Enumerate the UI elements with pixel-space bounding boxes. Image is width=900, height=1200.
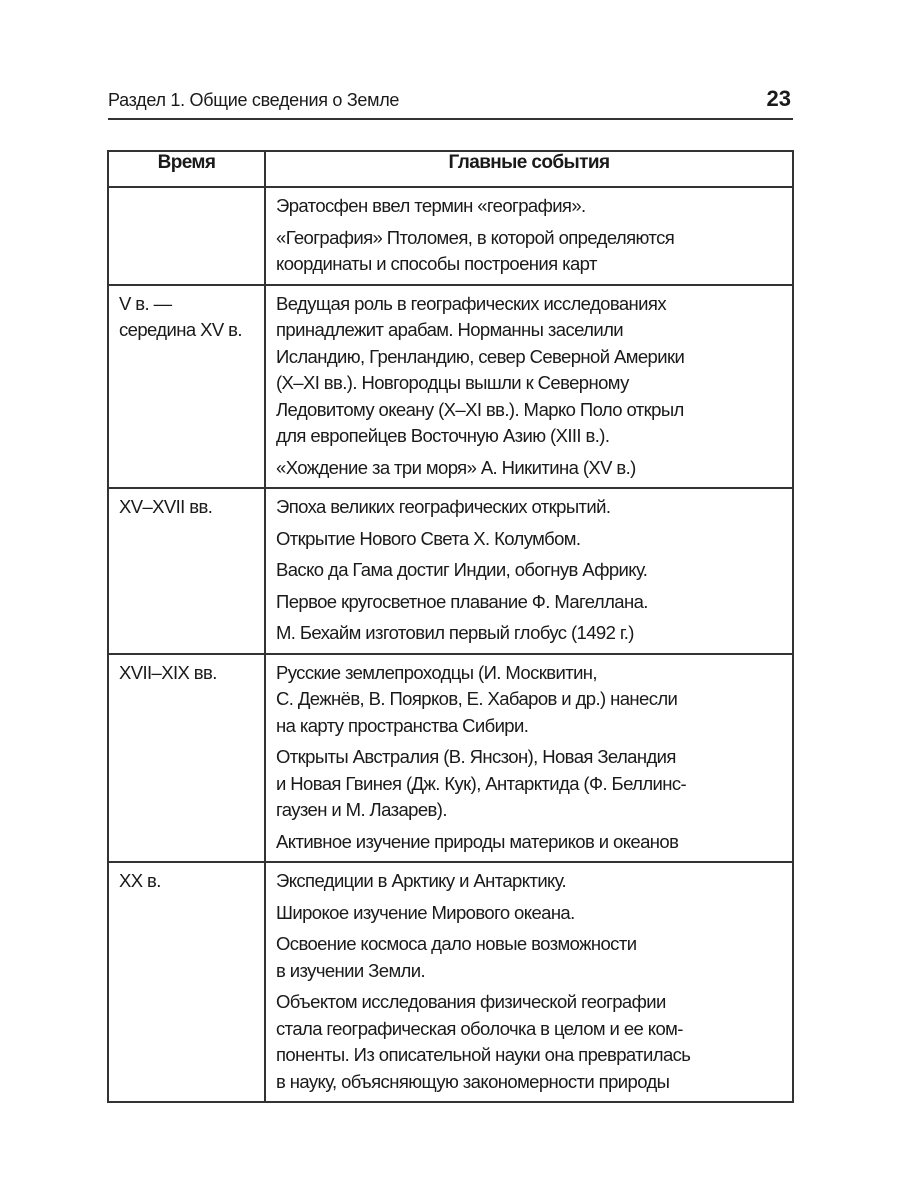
- event-line: (X–XI вв.). Новгородцы вышли к Северному: [276, 372, 629, 393]
- event-line: гаузен и М. Лазарев).: [276, 799, 447, 820]
- event-line: Освоение космоса дало новые возможности: [276, 933, 637, 954]
- event-paragraph: [276, 526, 784, 553]
- event-line: в изучении Земли.: [276, 959, 426, 981]
- event-line: Ледовитому океану (X–XI вв.). Марко Поло открыл: [276, 398, 684, 420]
- events-cell: [265, 488, 793, 654]
- event-paragraph: [276, 193, 784, 220]
- column-header-events: Главные события: [265, 151, 793, 187]
- events-cell: [265, 285, 793, 489]
- table-row: [108, 488, 793, 654]
- running-header: [108, 86, 793, 120]
- event-line: Русские землепроходцы (И. Москвитин,: [276, 661, 597, 683]
- event-paragraph: [276, 931, 784, 984]
- time-cell: [108, 488, 265, 654]
- time-line: XX в.: [119, 870, 161, 891]
- event-paragraph: [276, 225, 784, 278]
- event-paragraph: [276, 620, 784, 647]
- event-paragraph: [276, 455, 784, 482]
- events-cell: [265, 187, 793, 285]
- table-row: [108, 285, 793, 489]
- column-header-time: Время: [108, 151, 265, 187]
- event-line: на карту пространства Сибири.: [276, 714, 529, 736]
- table-row: [108, 187, 793, 285]
- table-header-row: [108, 151, 793, 187]
- event-paragraph: [276, 589, 784, 616]
- event-line: С. Дежнёв, В. Поярков, Е. Хабаров и др.) нанесли: [276, 688, 678, 709]
- event-line: Открытие Нового Света Х. Колумбом.: [276, 527, 581, 549]
- time-cell: [108, 285, 265, 489]
- event-line: Активное изучение природы материков и океанов: [276, 830, 679, 852]
- event-line: Экспедиции в Арктику и Антарктику.: [276, 870, 567, 891]
- time-cell: [108, 654, 265, 863]
- time-cell: [108, 187, 265, 285]
- event-line: для европейцев Восточную Азию (XIII в.).: [276, 425, 610, 446]
- event-line: М. Бехайм изготовил первый глобус (1492 г.): [276, 622, 634, 643]
- event-paragraph: [276, 557, 784, 584]
- event-line: координаты и способы построения карт: [276, 253, 597, 274]
- event-line: поненты. Из описательной науки она превратилась: [276, 1044, 691, 1065]
- time-cell: [108, 862, 265, 1102]
- event-line: «География» Птоломея, в которой определяются: [276, 226, 675, 248]
- section-title: Раздел 1. Общие сведения о Земле: [108, 90, 400, 110]
- events-cell: [265, 862, 793, 1102]
- event-paragraph: [276, 494, 784, 521]
- event-line: Первое кругосветное плавание Ф. Магеллана.: [276, 590, 648, 612]
- event-line: стала географическая оболочка в целом и ее ком-: [276, 1017, 683, 1039]
- event-paragraph: [276, 660, 784, 740]
- event-line: принадлежит арабам. Норманны заселили: [276, 319, 624, 340]
- time-line: XV–XVII вв.: [119, 496, 213, 517]
- time-line: середина XV в.: [119, 319, 242, 340]
- table-row: [108, 862, 793, 1102]
- history-table: [107, 150, 794, 1103]
- event-line: «Хождение за три моря» А. Никитина (XV в.): [276, 456, 636, 478]
- event-line: Эратосфен ввел термин «география».: [276, 195, 586, 216]
- events-cell: [265, 654, 793, 863]
- event-line: Объектом исследования физической географии: [276, 991, 666, 1012]
- event-paragraph: [276, 900, 784, 927]
- time-line: XVII–XIX вв.: [119, 661, 217, 683]
- event-paragraph: [276, 829, 784, 856]
- event-line: и Новая Гвинея (Дж. Кук), Антарктида (Ф. Беллинс-: [276, 772, 687, 794]
- event-paragraph: [276, 744, 784, 824]
- event-line: Открыты Австралия (В. Янсзон), Новая Зеландия: [276, 746, 676, 767]
- event-line: Широкое изучение Мирового океана.: [276, 901, 575, 923]
- event-paragraph: [276, 868, 784, 895]
- event-paragraph: [276, 291, 784, 450]
- event-line: Эпоха великих географических открытий.: [276, 496, 611, 517]
- event-line: в науку, объясняющую закономерности природы: [276, 1070, 670, 1092]
- event-line: Васко да Гама достиг Индии, обогнув Африку.: [276, 559, 648, 580]
- time-line: V в. —: [119, 292, 172, 314]
- table-row: [108, 654, 793, 863]
- page-number: 23: [766, 86, 791, 111]
- event-paragraph: [276, 989, 784, 1095]
- event-line: Исландию, Гренландию, север Северной Америки: [276, 345, 685, 367]
- event-line: Ведущая роль в географических исследованиях: [276, 292, 666, 314]
